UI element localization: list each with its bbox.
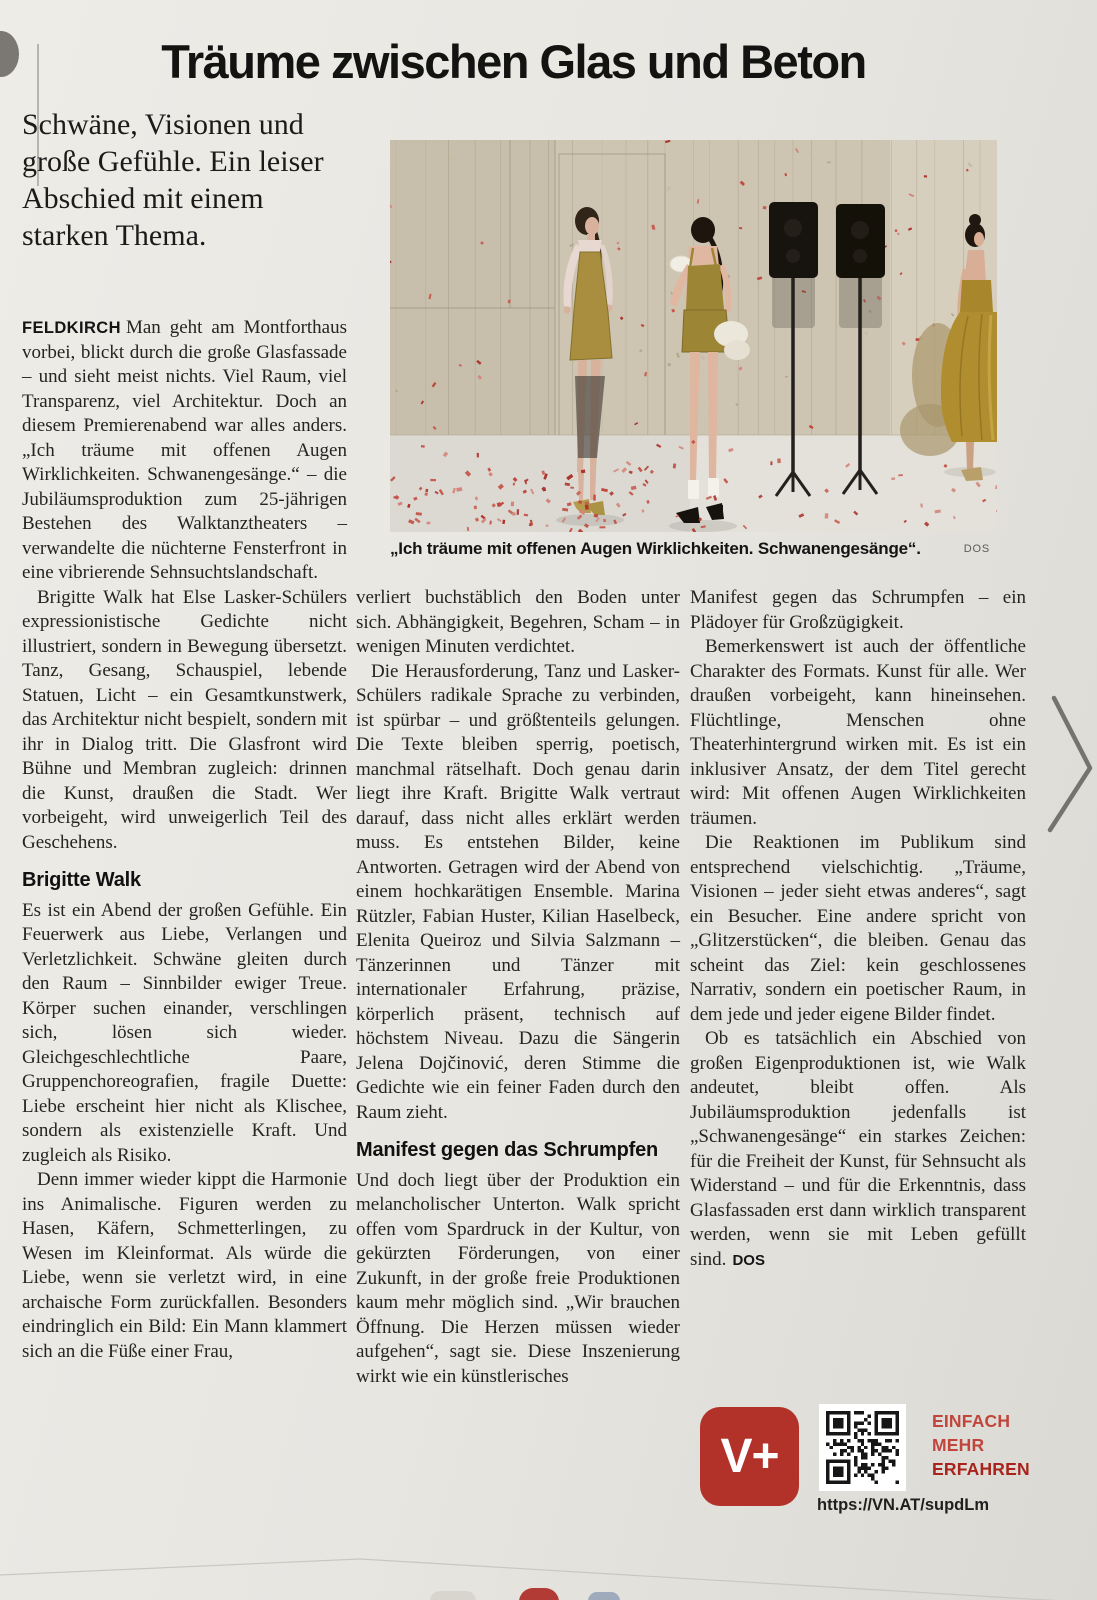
paragraph: verliert buchstäblich den Boden unter sich. Abhängigkeit, Begehren, Scham – in wenigen Minuten verdichtet. [356, 587, 680, 657]
promo-line: MEHR [932, 1435, 985, 1455]
paragraph: Die Reaktionen im Publikum sind entsprechend vielschichtig. „Träume, Visionen – jeder sieht etwas anderes“, sagt ein Besucher. Eine andere spricht von „Glitzerstücken“, die bleiben. Genau das scheint das Ziel: kein geschlossenes Narrativ, sondern ein poetischer Raum, in dem jede und jeder eigene Bilder findet. [690, 832, 1026, 1025]
bottom-app-icon-blue [588, 1592, 620, 1600]
promo-text [932, 1409, 1030, 1481]
photo-caption: „Ich träume mit offenen Augen Wirklichkeiten. Schwanengesänge“. [390, 539, 921, 558]
author-credit: DOS [732, 1251, 765, 1269]
paragraph: Und doch liegt über der Produktion ein melancholischer Unterton. Walk spricht offen vom Spardruck in der Kultur, von gekürzten Förderungen, von einer Zukunft, in der große freie Produktionen kaum mehr möglich sind. „Wir brauchen Öffnung. Die Herzen müssen wieder aufgehen“, sagt sie. Diese Inszenierung wirkt wie ein künstlerisches [356, 1169, 680, 1387]
standfirst: Schwäne, Visionen und große Gefühle. Ein leiser Abschied mit einem starken Thema. [22, 108, 324, 252]
promo-url: https://VN.AT/supdLm [817, 1496, 990, 1514]
paragraph: Die Herausforderung, Tanz und Lasker-Schülers radikale Sprache zu verbinden, ist spürbar – und größtenteils gelungen. Die Texte bleiben sperrig, poetisch, manchmal rätselhaft. Doch genau darin liegt ihre Kraft. Brigitte Walk vertraut darauf, dass nicht alles erklärt werden muss. Es entstehen Bilder, keine Antworten. Getragen wird der Abend von einem hochkarätigen Ensemble. Marina Rützler, Fabian Huster, Kilian Haselbeck, Elenita Queiroz und Silvia Salzmann – Tänzerinnen und Tänzer mit internationaler Erfahrung, präzise, körperlich präsent, technisch auf höchstem Niveau. Dazu die Sängerin Jelena Dojčinović, deren Stimme die Gedichte wie ein feiner Faden durch den Raum zieht. [356, 660, 680, 1123]
next-page-chevron-icon[interactable] [1040, 688, 1097, 840]
paragraph: Es ist ein Abend der großen Gefühle. Ein Feuerwerk aus Liebe, Verlangen und Verletzlichkeit. Schwäne gleiten durch den Raum – Sinnbilder ewiger Treue. Körper suchen einander, verschlingen sich, lösen sich wieder. Gleichgeschlechtliche Paare, Gruppenchoreografien, fragile Duette: Liebe erscheint hier nicht als Klischee, sondern als existenzielle Kraft. Und zugleich als Risiko. [22, 899, 347, 1166]
caption-row [390, 539, 990, 559]
subhead-manifest: Manifest gegen das Schrumpfen [356, 1139, 659, 1161]
column-3 [690, 586, 1026, 1273]
column-1 [22, 316, 347, 1364]
vplus-logo: V+ [700, 1407, 799, 1506]
paragraph-text: Ob es tatsächlich ein Abschied von großen Eigenproduktionen ist, wie Walk andeutet, bleibt offen. Als Jubiläumsproduktion jedenfalls ist „Schwanengesänge“ ein starkes Zeichen: für die Freiheit der Kunst, für Sehnsucht als Widerstand – und für die Erkenntnis, dass Glasfassaden erst dann wirklich transparent werden, wenn sie mit Leben gefüllt sind. [690, 1028, 1026, 1270]
stage-photo-illustration [390, 140, 997, 532]
photo-credit: DOS [963, 543, 990, 555]
promo-line: EINFACH [932, 1411, 1011, 1431]
stage-photo [390, 140, 997, 532]
paragraph [22, 316, 347, 586]
paragraph: Denn immer wieder kippt die Harmonie ins Animalische. Figuren werden zu Hasen, Käfern, Schmetterlingen, zu Wesen im Kleinformat. Als würde die Liebe, wenn sie verletzt wird, in eine archaische Form zurückfallen. Besonders eindringlich ein Bild: Ein Mann klammert sich an die Füße einer Frau, [22, 1169, 347, 1362]
dateline: FELDKIRCH [22, 319, 121, 337]
vplus-promo [700, 1404, 1040, 1519]
paragraph: Brigitte Walk hat Else Lasker-Schülers expressionistische Gedichte nicht illustriert, sondern in Bewegung übersetzt. Tanz, Gesang, Schauspiel, lebende Statuen, Licht – ein Gesamtkunstwerk, das Architektur nicht bespielt, sondern mit ihr in Dialog tritt. Die Glasfront wird Bühne und Membran zugleich: drinnen die Kunst, draußen die Stadt. Wer vorbeigeht, wird unweigerlich Teil des Geschehens. [22, 586, 347, 853]
bottom-app-icon-faint [430, 1591, 476, 1600]
paragraph-text: Man geht am Montforthaus vorbei, blickt durch die große Glasfassade – und sieht meist nichts. Viel Raum, viel Transparenz, viel Architektur. Doch an diesem Premierenabend war alles anders. „Ich träume mit offenen Augen Wirklichkeiten. Schwanengesänge.“ – die Jubiläumsproduktion zum 25-jährigen Bestehen des Walktanztheaters – verwandelte die nüchterne Fensterfront in eine vibrierende Sehnsuchtslandschaft. [22, 317, 347, 583]
promo-line: ERFAHREN [932, 1459, 1030, 1479]
paragraph: Bemerkenswert ist auch der öffentliche Charakter des Formats. Kunst für alle. Wer draußen vorbeigeht, kann hineinsehen. Flüchtlinge, Menschen ohne Theaterhintergrund wirken mit. Es ist ein inklusiver Ansatz, der dem Titel gerecht wird: Mit offenen Augen Wirklichkeiten träumen. [690, 636, 1026, 829]
bottom-app-icon-red [519, 1588, 559, 1600]
subhead-brigitte-walk: Brigitte Walk [22, 869, 141, 891]
column-2 [356, 586, 680, 1389]
paragraph: Manifest gegen das Schrumpfen – ein Plädoyer für Großzügigkeit. [690, 587, 1026, 633]
paragraph [690, 1027, 1026, 1273]
headline: Träume zwischen Glas und Beton [161, 35, 866, 88]
qr-code-icon [819, 1404, 906, 1491]
